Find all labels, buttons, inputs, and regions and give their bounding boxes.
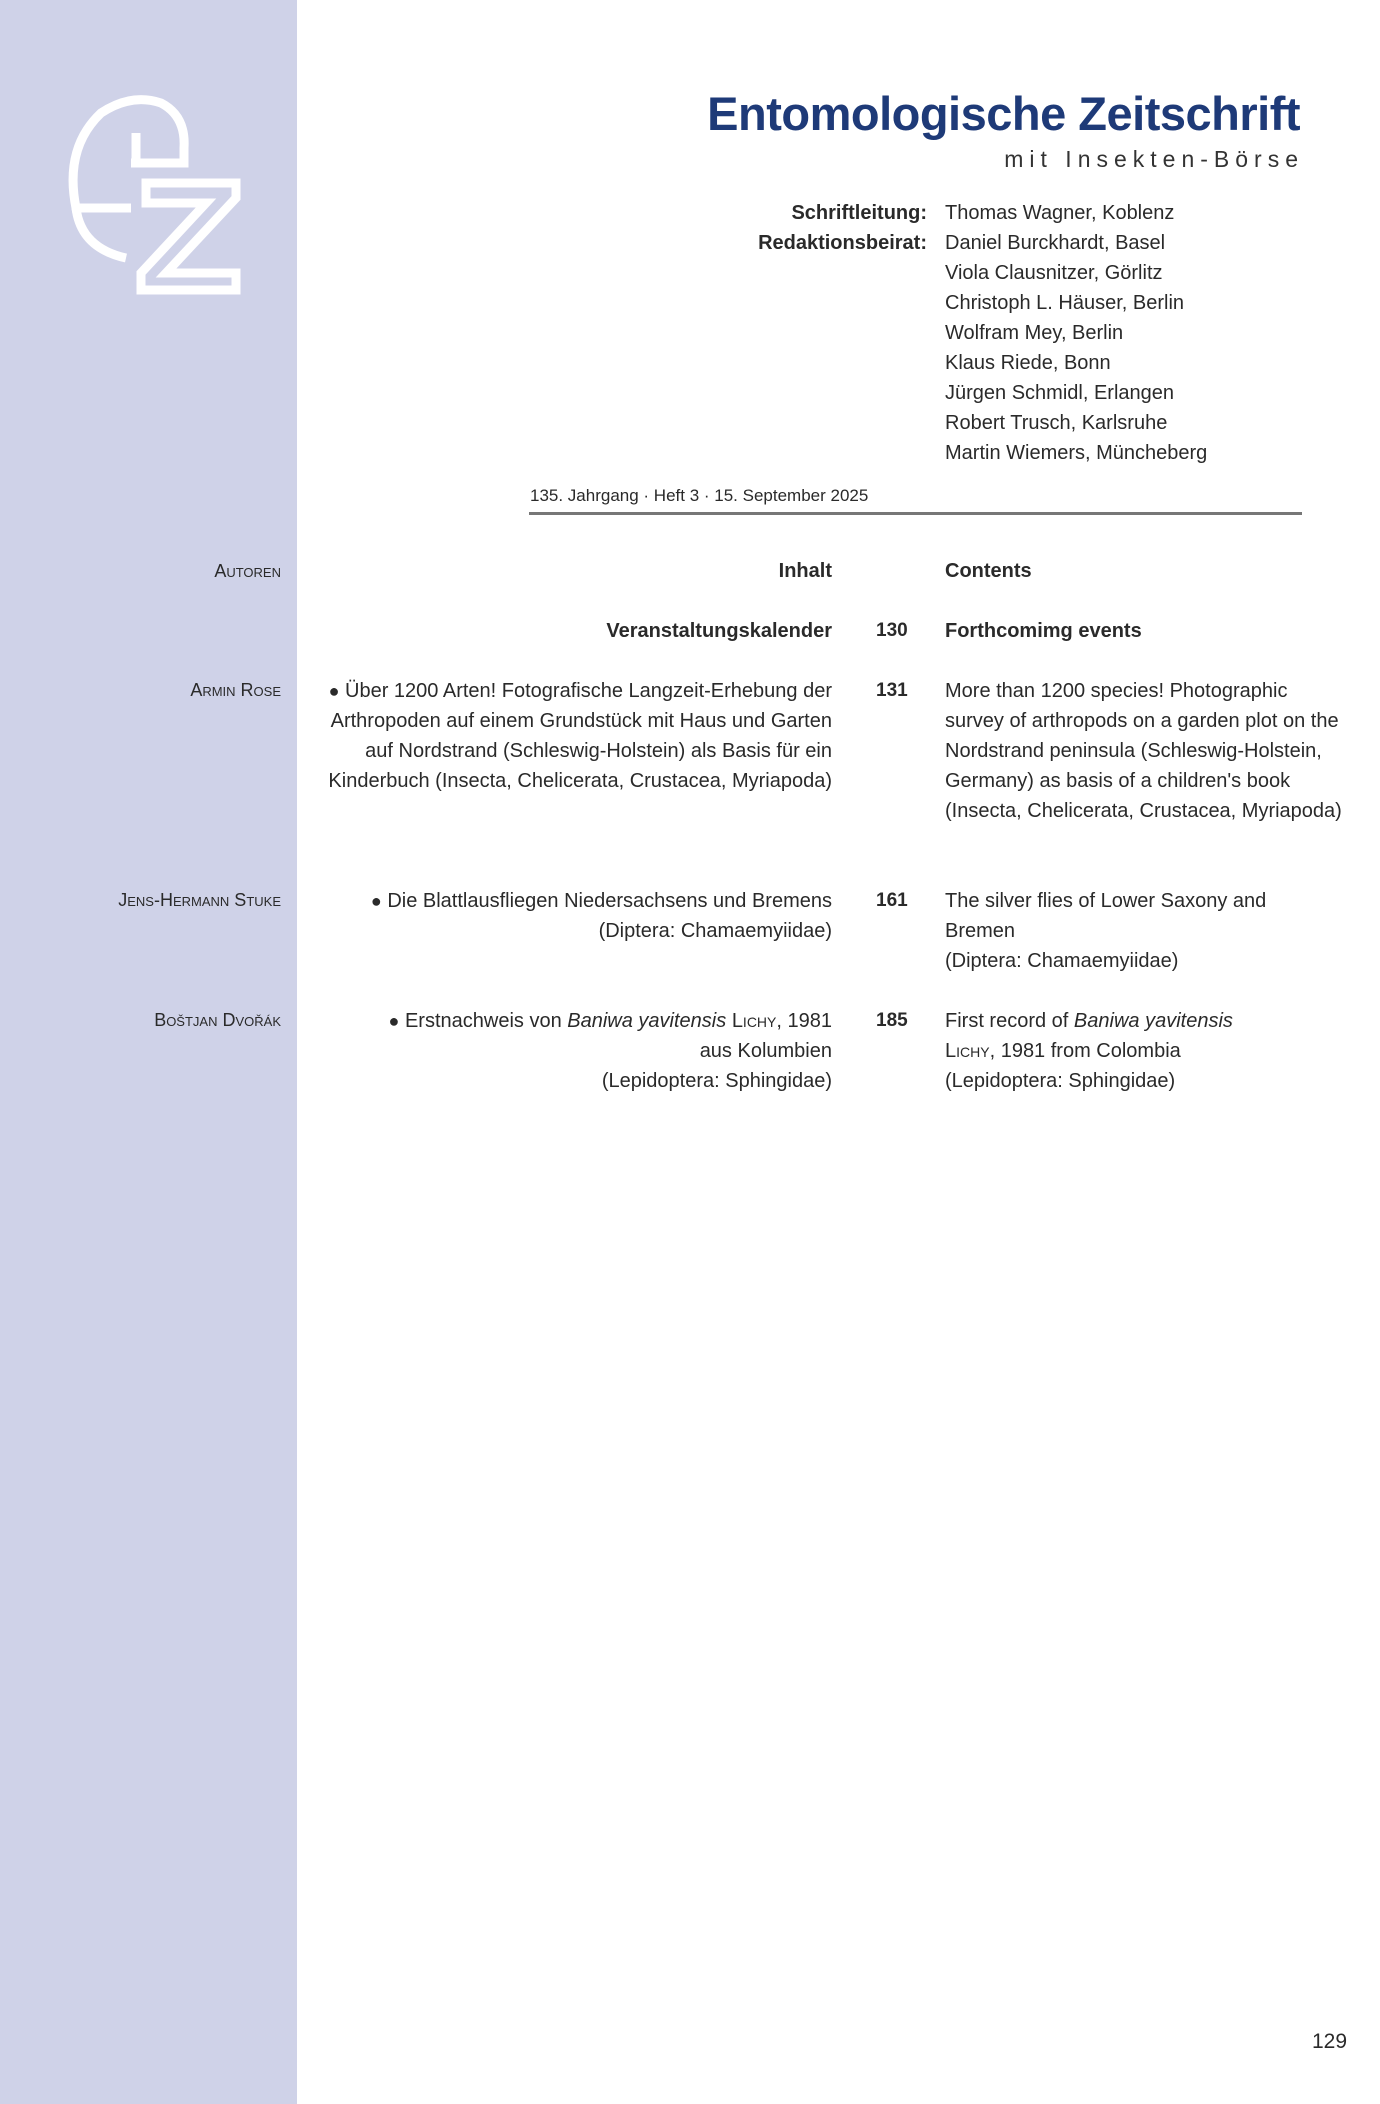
toc-entry-de[interactable] xyxy=(312,1006,832,1096)
entry-taxon-de: (Lepidoptera: Sphingidae) xyxy=(601,1070,832,1092)
toc-entry-en[interactable]: More than 1200 species! Photographic survey of arthropods on a garden plot on the Nordstrand peninsula (Schleswig-Holstein, Germany) as basis of a children's book (Insecta, Chelicerata, Crustacea, Myriapoda) xyxy=(945,680,1342,822)
entry-taxon-en: (Diptera: Chamaemyiidae) xyxy=(945,950,1179,972)
bullet-icon: ● xyxy=(370,891,382,911)
bullet-icon: ● xyxy=(328,681,340,701)
entry-taxon-en: (Lepidoptera: Sphingidae) xyxy=(945,1070,1176,1092)
board-member: Viola Clausnitzer, Görlitz xyxy=(945,262,1163,284)
toc-entry-de[interactable] xyxy=(312,886,832,946)
toc-author: Armin Rose xyxy=(190,680,281,700)
entry-title-en: The silver flies of Lower Saxony and Bremen xyxy=(945,890,1267,942)
describer: Lichy xyxy=(731,1010,777,1032)
toc-author: Jens-Hermann Stuke xyxy=(118,890,281,910)
toc-page: 185 xyxy=(876,1010,908,1031)
bullet-icon: ● xyxy=(388,1011,400,1031)
board-member: Klaus Riede, Bonn xyxy=(945,352,1111,374)
entry-taxon-de: (Diptera: Chamaemyiidae) xyxy=(598,920,832,942)
journal-title: Entomologische Zeitschrift xyxy=(707,87,1300,140)
text: First record of xyxy=(945,1010,1069,1032)
text: Erstnachweis von xyxy=(404,1010,562,1032)
toc-page: 131 xyxy=(876,680,908,701)
board-member: Martin Wiemers, Müncheberg xyxy=(945,442,1208,464)
journal-logo xyxy=(56,88,251,298)
board-member: Wolfram Mey, Berlin xyxy=(945,322,1124,344)
entry-title-de: Die Blattlausfliegen Niedersachsens und Bremens xyxy=(387,890,832,912)
toc-entry-de[interactable] xyxy=(312,676,832,796)
board-member: Robert Trusch, Karlsruhe xyxy=(945,412,1168,434)
toc-author: Boštjan Dvořák xyxy=(154,1010,281,1030)
authors-heading: Autoren xyxy=(214,561,281,581)
species-name: Baniwa yavitensis xyxy=(567,1010,727,1032)
text: , 1981 from Colombia xyxy=(989,1040,1181,1062)
events-page: 130 xyxy=(876,620,908,641)
entry-title-de: Über 1200 Arten! Fotografische Langzeit-Erhebung der Arthropoden auf einem Grundstück mit Haus und Garten auf Nordstrand (Schleswig-Holstein) als Basis für ein Kinderbuch (Insecta, Chelicerata, Crustacea, Myriapoda) xyxy=(328,680,832,792)
chief-editor: Thomas Wagner, Koblenz xyxy=(945,202,1175,224)
journal-subtitle: mit Insekten-Börse xyxy=(1004,146,1304,172)
chief-editor-label: Schriftleitung: xyxy=(791,202,927,224)
toc-page: 161 xyxy=(876,890,908,911)
events-en[interactable]: Forthcomimg events xyxy=(945,620,1142,642)
header-rule xyxy=(529,512,1302,515)
board-member: Christoph L. Häuser, Berlin xyxy=(945,292,1185,314)
species-name: Baniwa yavitensis xyxy=(1073,1010,1233,1032)
toc-entry-en[interactable] xyxy=(945,1006,1365,1096)
toc-entry-en[interactable] xyxy=(945,886,1305,976)
contents-heading: Contents xyxy=(945,560,1032,582)
inhalt-heading: Inhalt xyxy=(778,560,832,582)
year: , 1981 xyxy=(776,1010,832,1032)
board-label: Redaktionsbeirat: xyxy=(758,232,927,254)
describer: Lichy xyxy=(945,1040,990,1062)
board-member: Daniel Burckhardt, Basel xyxy=(945,232,1166,254)
text: aus Kolumbien xyxy=(699,1040,832,1062)
sidebar-band xyxy=(0,0,297,2104)
page-number: 129 xyxy=(1312,2030,1348,2053)
board-member: Jürgen Schmidl, Erlangen xyxy=(945,382,1175,404)
issue-info: 135. Jahrgang · Heft 3 · 15. September 2025 xyxy=(530,486,869,505)
events-de[interactable]: Veranstaltungskalender xyxy=(606,620,832,642)
